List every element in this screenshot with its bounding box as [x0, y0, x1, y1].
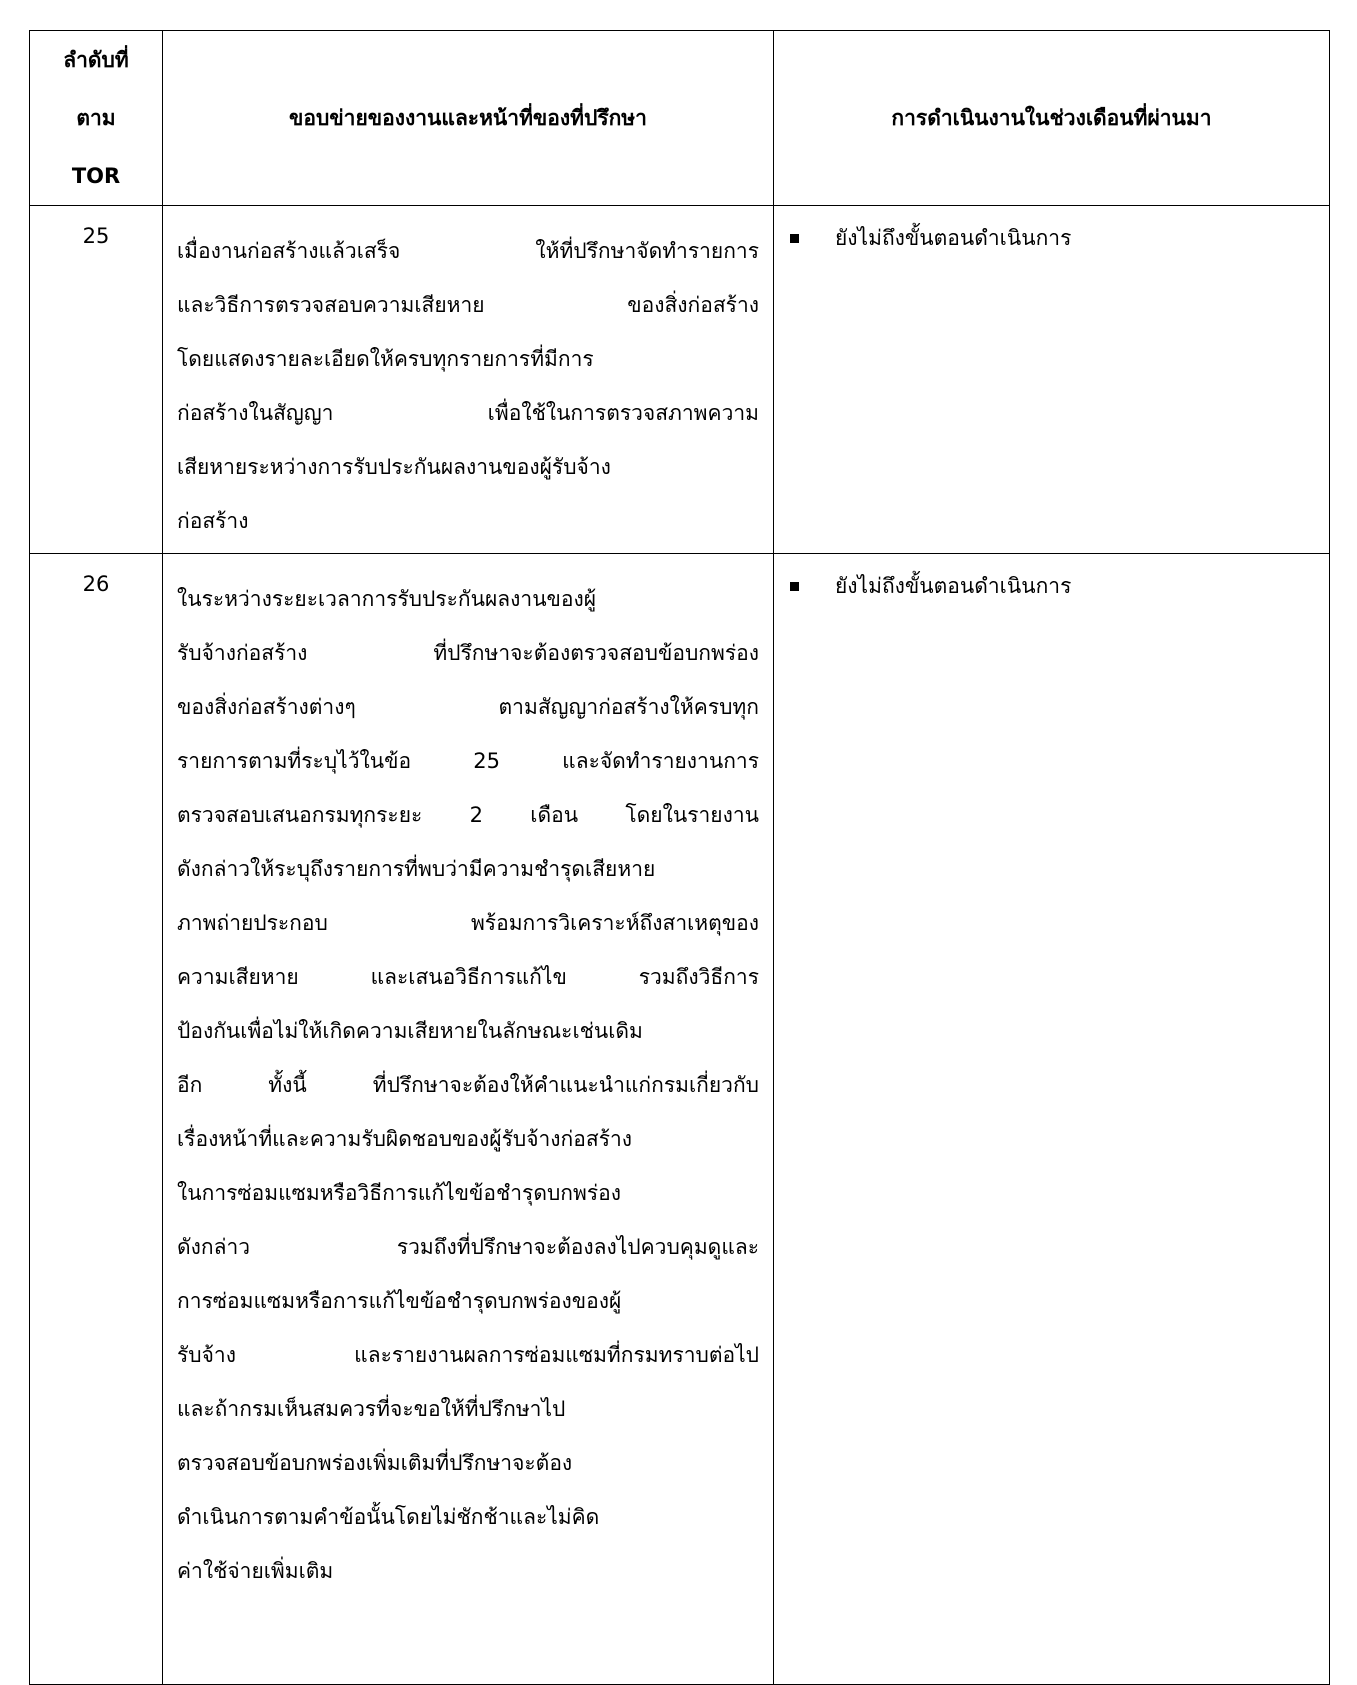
tor-number-cell [30, 206, 163, 554]
status-text: ยังไม่ถึงขั้นตอนดำเนินการ [835, 226, 1072, 250]
header-scope: ขอบข่ายของงานและหน้าที่ของที่ปรึกษา [163, 31, 774, 206]
table-row [30, 206, 1330, 554]
scope-text-line: โดยแสดงรายละเอียดให้ครบทุกรายการที่มีการ [177, 347, 594, 371]
scope-text-line: รับจ้าง และรายงานผลการซ่อมแซมที่กรมทราบต่อไป [177, 1343, 759, 1367]
scope-cell [163, 554, 774, 1685]
header-status: การดำเนินงานในช่วงเดือนที่ผ่านมา [774, 31, 1330, 206]
scope-text-line: ตรวจสอบข้อบกพร่องเพิ่มเติมที่ปรึกษาจะต้อง [177, 1451, 573, 1475]
header-tor-number [30, 31, 163, 206]
tor-number: 26 [82, 572, 110, 596]
header-tor-number-line: ลำดับที่ [63, 48, 129, 72]
scope-text-line: ความเสียหาย และเสนอวิธีการแก้ไข รวมถึงวิธีการ [177, 965, 759, 989]
scope-text-line: อีก ทั้งนี้ ที่ปรึกษาจะต้องให้คำแนะนำแก่กรมเกี่ยวกับ [177, 1073, 759, 1097]
table-header-row [30, 31, 1330, 206]
status-text: ยังไม่ถึงขั้นตอนดำเนินการ [835, 574, 1072, 598]
scope-text-line: ดังกล่าว รวมถึงที่ปรึกษาจะต้องลงไปควบคุมดูและ [177, 1235, 759, 1259]
scope-text-line: เมื่องานก่อสร้างแล้วเสร็จ ให้ที่ปรึกษาจัดทำรายการ [177, 239, 759, 263]
scope-text-line: และวิธีการตรวจสอบความเสียหาย ของสิ่งก่อสร้าง [177, 293, 759, 317]
scope-text-line: ดังกล่าวให้ระบุถึงรายการที่พบว่ามีความชำรุดเสียหาย [177, 857, 656, 881]
header-tor-number-line: ตาม [76, 106, 116, 130]
tor-progress-table [29, 30, 1330, 1685]
tor-number-cell [30, 554, 163, 1685]
scope-text-line: ก่อสร้าง [177, 509, 249, 533]
status-item [790, 224, 1315, 252]
scope-text-line: ค่าใช้จ่ายเพิ่มเติม [177, 1559, 334, 1583]
status-cell [774, 206, 1330, 554]
scope-text-line: และถ้ากรมเห็นสมควรที่จะขอให้ที่ปรึกษาไป [177, 1397, 566, 1421]
scope-text-line: ก่อสร้างในสัญญา เพื่อใช้ในการตรวจสภาพความ [177, 401, 759, 425]
scope-cell [163, 206, 774, 554]
scope-text-line: เรื่องหน้าที่และความรับผิดชอบของผู้รับจ้างก่อสร้าง [177, 1127, 633, 1151]
scope-text-line: เสียหายระหว่างการรับประกันผลงานของผู้รับจ้าง [177, 455, 611, 479]
scope-text-line: ภาพถ่ายประกอบ พร้อมการวิเคราะห์ถึงสาเหตุของ [177, 911, 759, 935]
scope-text-line: รับจ้างก่อสร้าง ที่ปรึกษาจะต้องตรวจสอบข้อบกพร่อง [177, 641, 759, 665]
square-bullet-icon [790, 582, 799, 591]
scope-text-line: รายการตามที่ระบุไว้ในข้อ 25 และจัดทำรายงานการ [177, 749, 759, 773]
scope-text-line: ในการซ่อมแซมหรือวิธีการแก้ไขข้อชำรุดบกพร่อง [177, 1181, 621, 1205]
scope-text-line: การซ่อมแซมหรือการแก้ไขข้อชำรุดบกพร่องของผู้ [177, 1289, 622, 1313]
status-item [790, 572, 1315, 600]
table-row [30, 554, 1330, 1685]
scope-text-line: ของสิ่งก่อสร้างต่างๆ ตามสัญญาก่อสร้างให้ครบทุก [177, 695, 759, 719]
square-bullet-icon [790, 234, 799, 243]
scope-text-line: ดำเนินการตามคำข้อนั้นโดยไม่ชักช้าและไม่คิด [177, 1505, 600, 1529]
header-tor-number-line: TOR [71, 164, 121, 188]
scope-text-line: ในระหว่างระยะเวลาการรับประกันผลงานของผู้ [177, 587, 597, 611]
scope-text-line: ตรวจสอบเสนอกรมทุกระยะ 2 เดือน โดยในรายงาน [177, 803, 759, 827]
scope-text-line: ป้องกันเพื่อไม่ให้เกิดความเสียหายในลักษณะเช่นเดิม [177, 1019, 643, 1043]
tor-number: 25 [82, 224, 110, 248]
status-cell [774, 554, 1330, 1685]
